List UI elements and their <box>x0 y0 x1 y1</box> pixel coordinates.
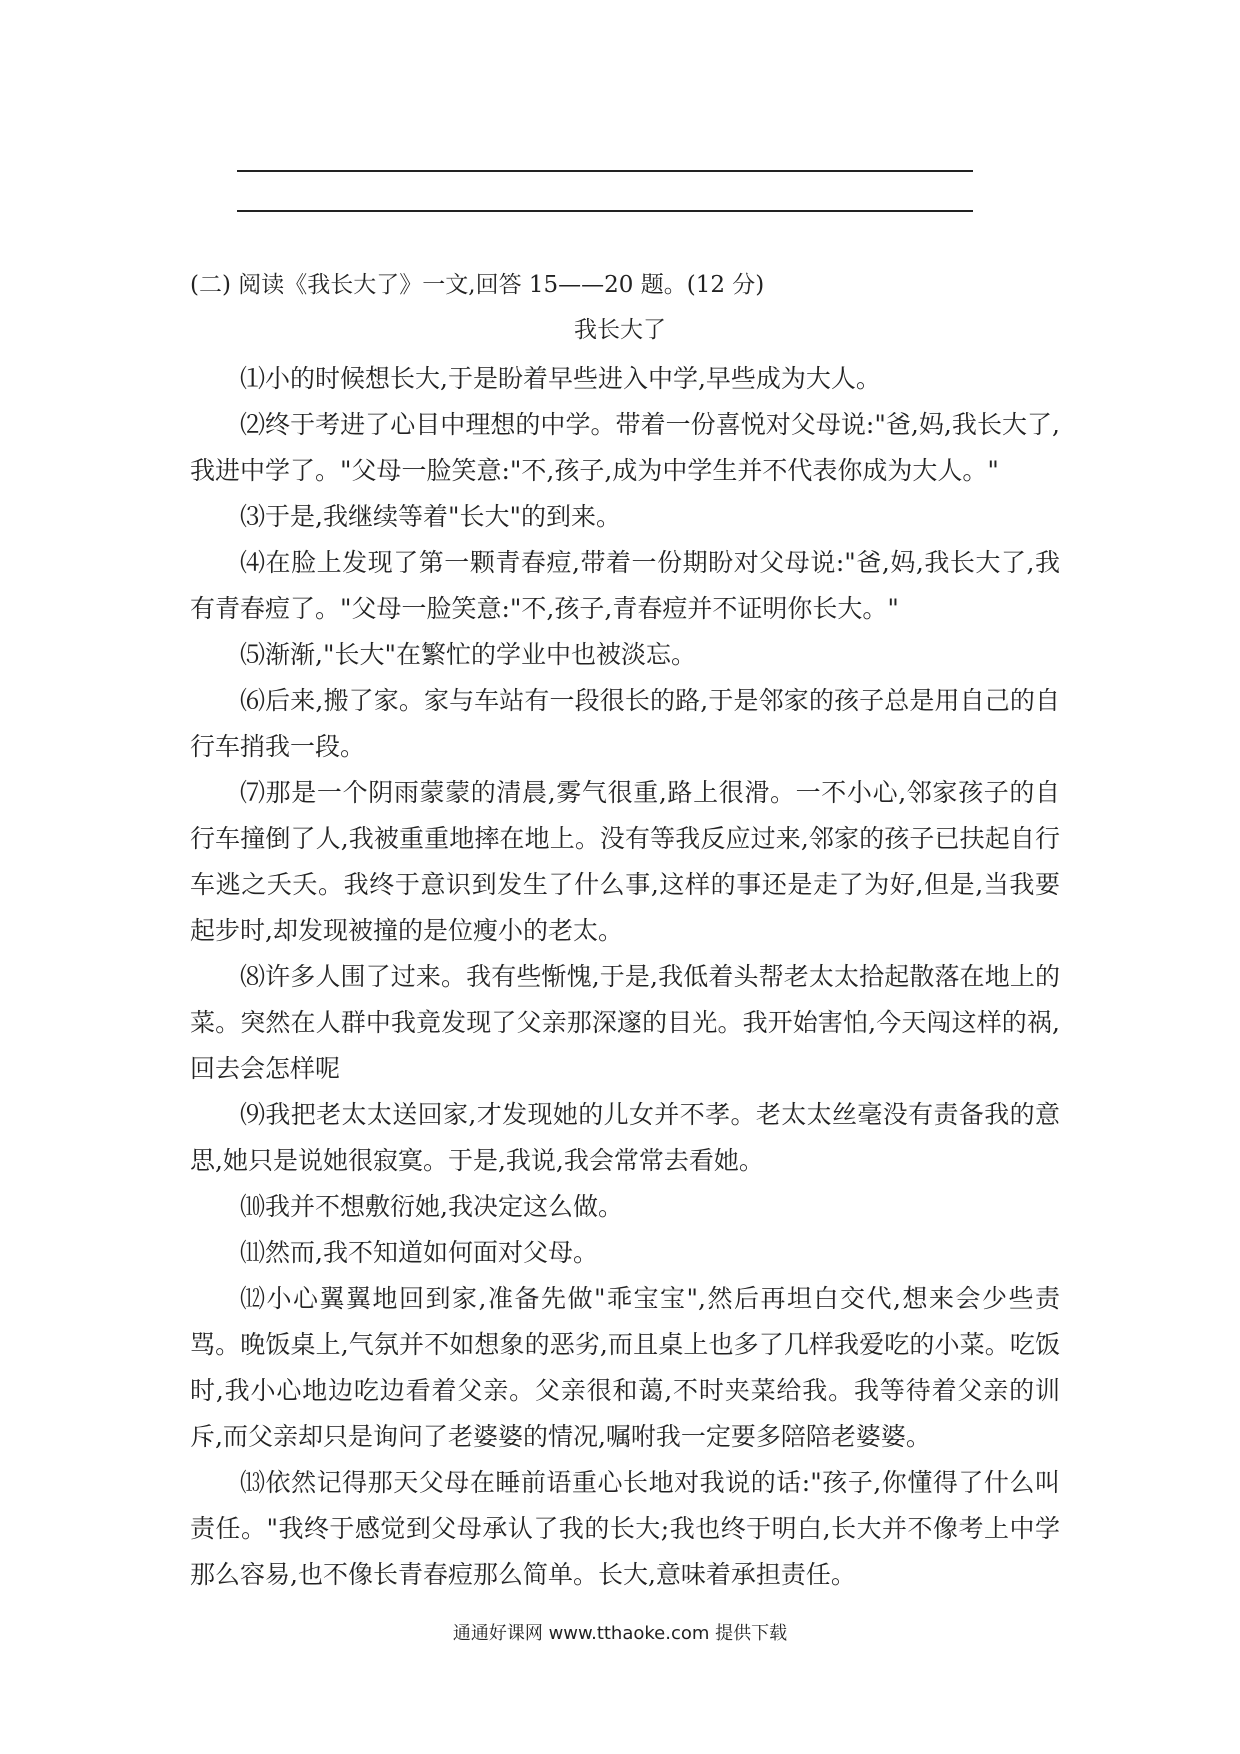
paragraph-2: ⑵终于考进了心目中理想的中学。带着一份喜悦对父母说:"爸,妈,我长大了,我进中学了。"父母一脸笑意:"不,孩子,成为中学生并不代表你成为大人。" <box>190 410 1060 485</box>
paragraph-12: ⑿小心翼翼地回到家,准备先做"乖宝宝",然后再坦白交代,想来会少些责骂。晚饭桌上,气氛并不如想象的恶劣,而且桌上也多了几样我爱吃的小菜。吃饭时,我小心地边吃边看着父亲。父亲很和蔼,不时夹菜给我。我等待着父亲的训斥,而父亲却只是询问了老婆婆的情况,嘱咐我一定要多陪陪老婆婆。 <box>190 1284 1060 1451</box>
paragraph-10: ⑽我并不想敷衍她,我决定这么做。 <box>240 1192 623 1221</box>
footer-source: 通通好课网 www.tthaoke.com 提供下载 <box>452 1623 788 1644</box>
paragraph-6: ⑹后来,搬了家。家与车站有一段很长的路,于是邻家的孩子总是用自己的自行车捎我一段。 <box>190 686 1060 761</box>
paragraph-3: ⑶于是,我继续等着"长大"的到来。 <box>240 502 621 531</box>
answer-line <box>237 170 973 172</box>
paragraph-8: ⑻许多人围了过来。我有些惭愧,于是,我低着头帮老太太拾起散落在地上的菜。突然在人群中我竟发现了父亲那深邃的目光。我开始害怕,今天闯这样的祸,回去会怎样呢 <box>190 962 1060 1083</box>
paragraph-7: ⑺那是一个阴雨蒙蒙的清晨,雾气很重,路上很滑。一不小心,邻家孩子的自行车撞倒了人,我被重重地摔在地上。没有等我反应过来,邻家的孩子已扶起自行车逃之夭夭。我终于意识到发生了什么事,这样的事还是走了为好,但是,当我要起步时,却发现被撞的是位瘦小的老太。 <box>190 778 1060 945</box>
paragraph-1: ⑴小的时候想长大,于是盼着早些进入中学,早些成为大人。 <box>240 364 881 393</box>
answer-line <box>237 210 973 212</box>
paragraph-9: ⑼我把老太太送回家,才发现她的儿女并不孝。老太太丝毫没有责备我的意思,她只是说她很寂寞。于是,我说,我会常常去看她。 <box>190 1100 1060 1175</box>
paragraph-4: ⑷在脸上发现了第一颗青春痘,带着一份期盼对父母说:"爸,妈,我长大了,我有青春痘了。"父母一脸笑意:"不,孩子,青春痘并不证明你长大。" <box>190 548 1060 623</box>
article-title: 我长大了 <box>574 317 666 343</box>
article-body <box>190 356 1060 1598</box>
paragraph-13: ⒀依然记得那天父母在睡前语重心长地对我说的话:"孩子,你懂得了什么叫责任。"我终于感觉到父母承认了我的长大;我也终于明白,长大并不像考上中学那么容易,也不像长青春痘那么简单。长大,意味着承担责任。 <box>190 1468 1060 1589</box>
paragraph-5: ⑸渐渐,"长大"在繁忙的学业中也被淡忘。 <box>240 640 696 669</box>
section-heading: (二) 阅读《我长大了》一文,回答 15——20 题。(12 分) <box>190 272 765 298</box>
paragraph-11: ⑾然而,我不知道如何面对父母。 <box>240 1238 598 1267</box>
